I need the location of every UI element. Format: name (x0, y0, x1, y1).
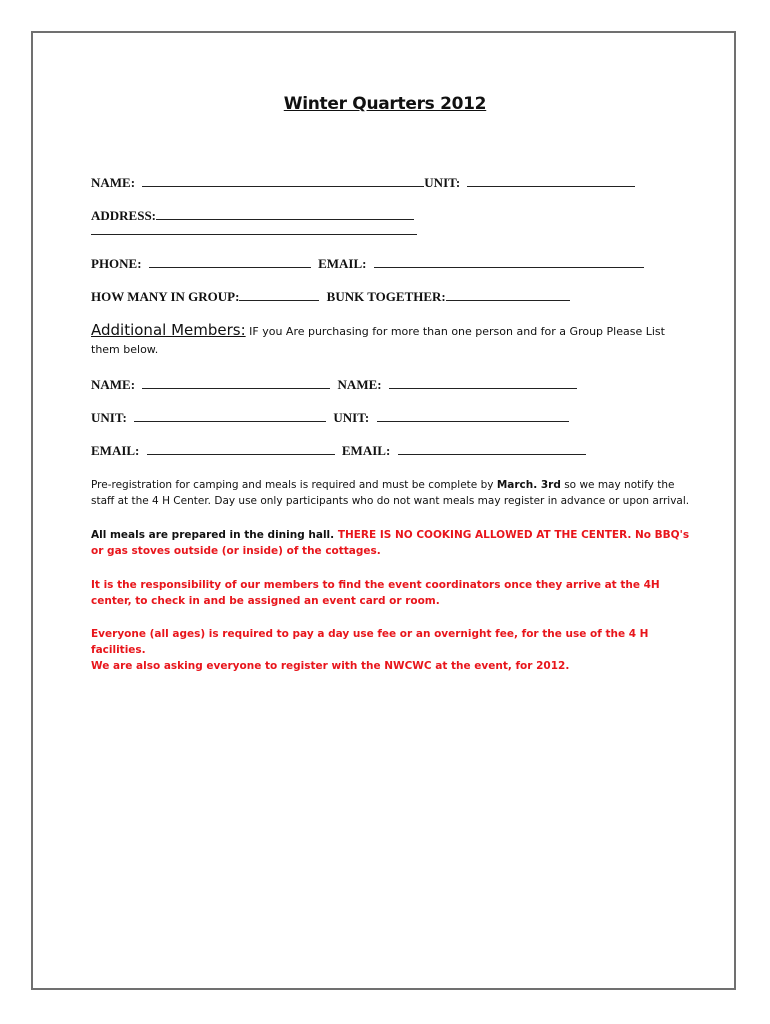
meals-note (91, 527, 691, 559)
fee-line-2: We are also asking everyone to register with the NWCWC at the event, for 2012. (91, 660, 570, 672)
additional-unit-label-2: UNIT: (333, 410, 370, 425)
additional-email-field-2[interactable] (398, 442, 586, 455)
prereg-text-1: Pre-registration for camping and meals is required and must be complete by (91, 479, 497, 491)
name-field[interactable] (142, 174, 424, 187)
fee-line-1: Everyone (all ages) is required to pay a day use fee or an overnight fee, for the use of the 4 H facilities. (91, 628, 649, 656)
additional-name-label-1: NAME: (91, 377, 136, 392)
additional-name-row (91, 376, 577, 393)
fee-note (91, 626, 691, 674)
additional-unit-field-2[interactable] (377, 409, 569, 422)
additional-unit-label-1: UNIT: (91, 410, 127, 425)
additional-email-label-2: EMAIL: (341, 443, 391, 458)
unit-label: UNIT: (424, 175, 461, 190)
group-count-field[interactable] (239, 288, 319, 301)
bunk-label: BUNK TOGETHER: (326, 289, 446, 304)
email-label: EMAIL: (318, 256, 367, 271)
bunk-together-field[interactable] (446, 288, 570, 301)
phone-email-row (91, 255, 644, 272)
additional-email-row (91, 442, 586, 459)
address-field-line-2[interactable] (91, 222, 417, 235)
additional-email-label-1: EMAIL: (91, 443, 140, 458)
additional-members-heading: Additional Members: (91, 321, 246, 339)
document-title: Winter Quarters 2012 (283, 94, 487, 114)
name-unit-row (91, 174, 635, 191)
phone-field[interactable] (149, 255, 311, 268)
additional-members-intro (91, 321, 681, 359)
additional-members-text: IF you Are purchasing for more than one person and for a Group Please List them below. (91, 325, 665, 356)
preregistration-note (91, 477, 691, 509)
no-cooking-warning: THERE IS NO COOKING ALLOWED AT THE CENTER. No BBQ's or gas stoves outside (or inside) of the cottages. (91, 529, 690, 557)
name-label: NAME: (91, 175, 136, 190)
group-label: HOW MANY IN GROUP: (91, 289, 240, 304)
group-bunk-row (91, 288, 570, 305)
address-field[interactable] (156, 207, 414, 220)
additional-unit-field-1[interactable] (134, 409, 326, 422)
additional-name-field-2[interactable] (389, 376, 577, 389)
responsibility-note: It is the responsibility of our members to find the event coordinators once they arrive at the 4H center, to check in and be assigned an event card or room. (91, 579, 660, 607)
unit-field[interactable] (467, 174, 635, 187)
meals-text: All meals are prepared in the dining hall. (91, 529, 338, 541)
additional-name-label-2: NAME: (337, 377, 382, 392)
additional-name-field-1[interactable] (142, 376, 330, 389)
phone-label: PHONE: (91, 256, 142, 271)
address-row-2 (91, 222, 417, 239)
prereg-deadline: March. 3rd (496, 479, 561, 491)
prereg-text-2: so we may notify the staff at the 4 H Center. Day use only participants who do not want meals may register in advance or upon arrival. (91, 479, 690, 507)
additional-email-field-1[interactable] (147, 442, 335, 455)
additional-unit-row (91, 409, 569, 426)
email-field[interactable] (374, 255, 644, 268)
address-label: ADDRESS: (91, 208, 157, 223)
